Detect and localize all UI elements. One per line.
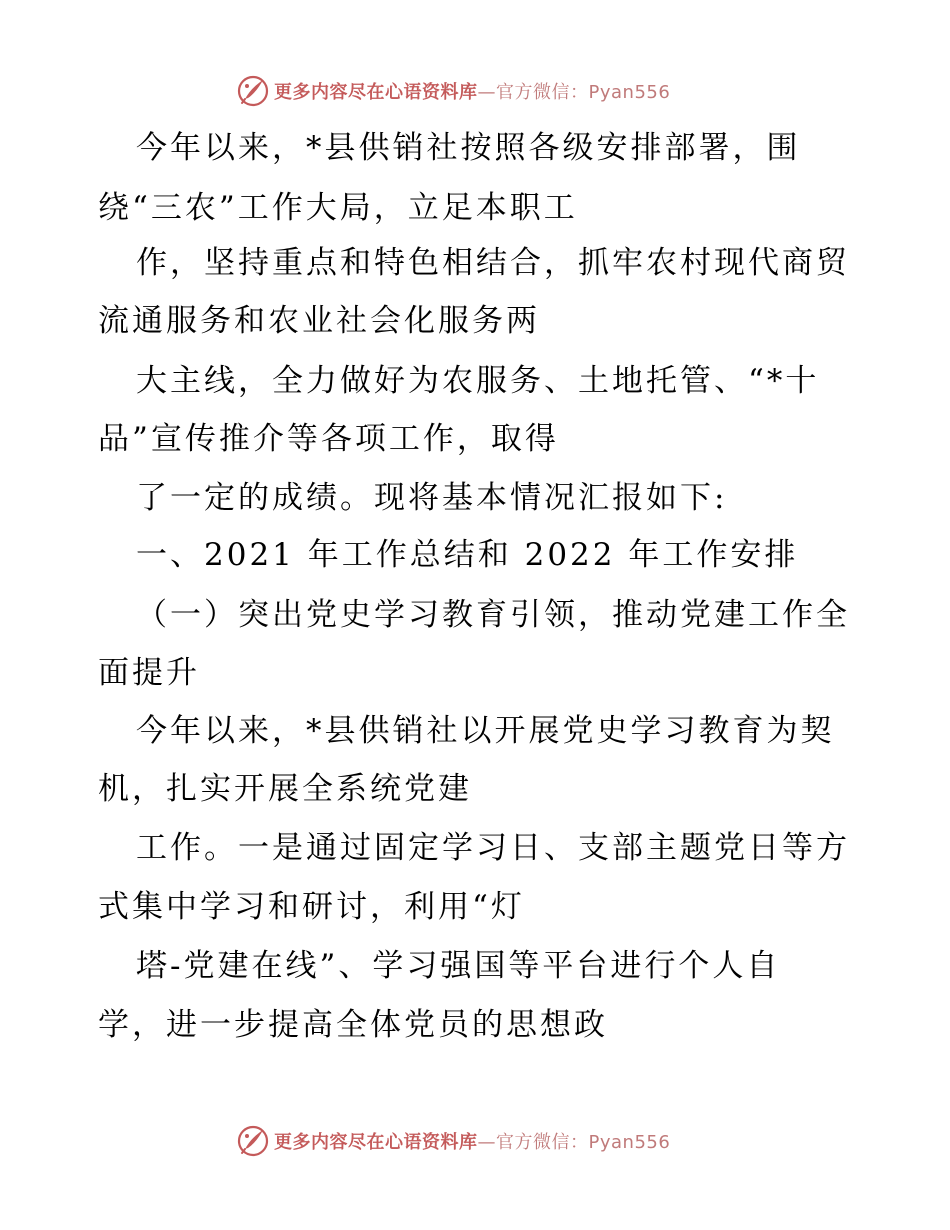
text-line: 了一定的成绩。现将基本情况汇报如下: (136, 480, 728, 516)
header-banner (236, 74, 756, 108)
banner-title: 更多内容尽在心语资料库 (274, 82, 478, 103)
banner-title: 更多内容尽在心语资料库 (274, 1132, 478, 1153)
text-line: 学，进一步提高全体党员的思想政 (98, 1007, 608, 1043)
quill-pen-logo-icon (236, 74, 270, 108)
banner-wechat: —官方微信：Pyan556 (477, 82, 671, 103)
text-line: 机，扎实开展全系统党建 (98, 771, 472, 807)
subsection-heading-cont: 面提升 (98, 655, 200, 691)
text-line: 作，坚持重点和特色相结合，抓牢农村现代商贸 (136, 245, 850, 281)
text-line: 工作。一是通过固定学习日、支部主题党日等方 (136, 830, 850, 866)
banner-wechat: —官方微信：Pyan556 (477, 1132, 671, 1153)
text-line: 品”宣传推介等各项工作，取得 (98, 421, 559, 457)
text-line: 今年以来，*县供销社按照各级安排部署，围 (136, 130, 801, 166)
subsection-heading: （一）突出党史学习教育引领，推动党建工作全 (136, 597, 850, 633)
quill-pen-logo-icon (236, 1124, 270, 1158)
text-line: 绕“三农”工作大局，立足本职工 (98, 190, 578, 226)
text-line: 流通服务和农业社会化服务两 (98, 303, 540, 339)
text-line: 今年以来，*县供销社以开展党史学习教育为契 (136, 713, 835, 749)
section-heading: 一、2021 年工作总结和 2022 年工作安排 (136, 537, 799, 573)
text-line: 式集中学习和研讨，利用“灯 (98, 889, 525, 925)
footer-banner (236, 1124, 756, 1158)
text-line: 塔-党建在线”、学习强国等平台进行个人自 (136, 948, 781, 984)
text-line: 大主线，全力做好为农服务、土地托管、“*十 (136, 363, 820, 399)
